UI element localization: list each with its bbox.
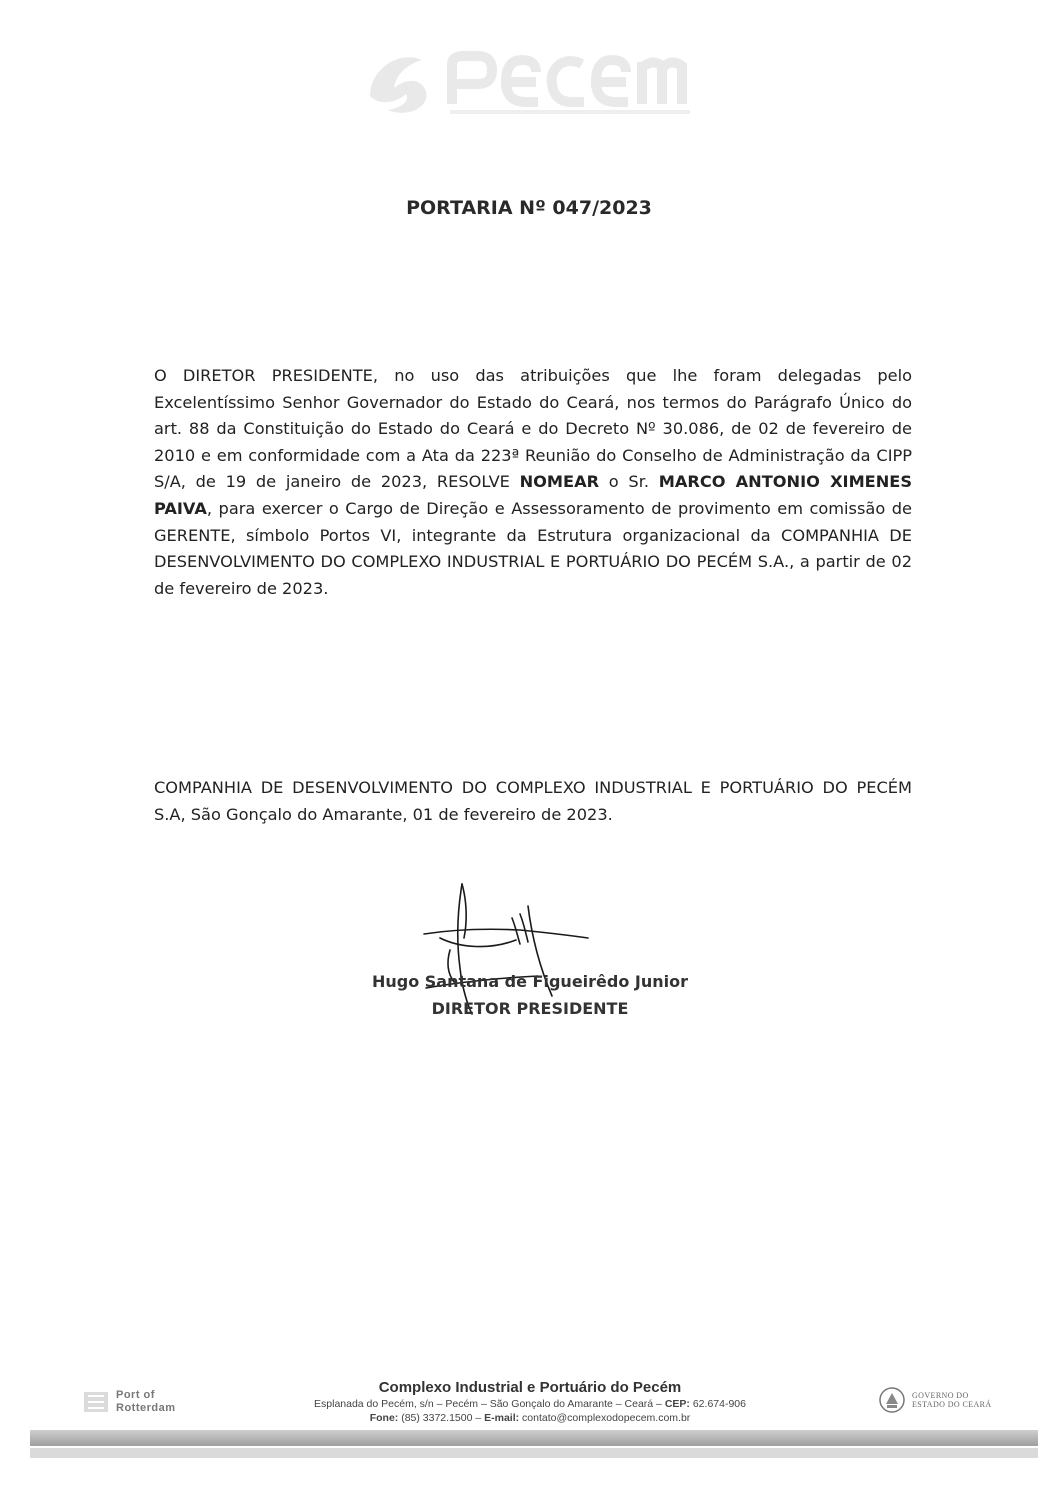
gov-line1: GOVERNO DO — [912, 1391, 969, 1400]
closing-paragraph: COMPANHIA DE DESENVOLVIMENTO DO COMPLEXO INDUSTRIAL E PORTUÁRIO DO PECÉM S.A, São Gonçalo do Amarante, 01 de fevereiro de 2023. — [154, 778, 912, 824]
port-of-rotterdam-logo — [82, 1384, 202, 1420]
footer-info — [250, 1378, 810, 1425]
footer-email: contato@complexodopecem.com.br — [522, 1412, 691, 1424]
pecem-logo-watermark — [360, 38, 710, 118]
rotterdam-line2: Rotterdam — [116, 1402, 176, 1414]
rotterdam-line1: Port of — [116, 1389, 155, 1401]
footer-cep: 62.674-906 — [692, 1398, 746, 1410]
appointee-name: MARCO ANTONIO XIMENES PAIVA — [154, 472, 912, 518]
signer-name: Hugo Santana de Figueirêdo Junior — [371, 972, 689, 991]
footer-bar-light — [30, 1448, 1038, 1458]
footer-address-line — [250, 1397, 810, 1411]
handwritten-signature — [420, 878, 590, 1018]
pecem-logo-icon — [360, 38, 710, 118]
body-paragraph — [154, 363, 912, 602]
footer-cep-label: CEP: — [664, 1398, 690, 1410]
footer-phone-label: Fone: — [369, 1412, 399, 1424]
rotterdam-mark-icon — [82, 1388, 110, 1416]
footer-bar — [30, 1430, 1038, 1446]
document-title: PORTARIA Nº 047/2023 — [406, 197, 652, 219]
footer-contact-line — [250, 1411, 810, 1425]
gov-line2: ESTADO DO CEARÁ — [912, 1400, 992, 1409]
body-text-part3: , para exercer o Cargo de Direção e Assessoramento de provimento em comissão de GERENTE, símbolo Portos VI, integrante da Estrutura organizacional da COMPANHIA DE DESENVOLVIMENTO DO COMPLEXO INDUSTRIAL E PORTUÁRIO DO PECÉM S.A., a partir de 02 de fevereiro de 2023. — [154, 498, 912, 598]
governo-ceara-logo — [878, 1382, 1008, 1418]
footer-email-label: E-mail: — [484, 1412, 520, 1424]
footer-phone: (85) 3372.1500 – — [401, 1412, 482, 1424]
footer-address: Esplanada do Pecém, s/n – Pecém – São Gonçalo do Amarante – Ceará – — [314, 1398, 662, 1410]
body-text-part2: o Sr. — [599, 472, 659, 492]
state-seal-icon — [878, 1386, 906, 1414]
nomear-keyword: NOMEAR — [519, 472, 600, 492]
footer-title: Complexo Industrial e Portuário do Pecém — [378, 1379, 682, 1396]
signer-role: DIRETOR PRESIDENTE — [431, 999, 629, 1018]
body-text-part1: O DIRETOR PRESIDENTE, no uso das atribuições que lhe foram delegadas pelo Excelentíssimo Senhor Governador do Estado do Ceará, nos termos do Parágrafo Único do art. 88 da Constituição do Estado do Ceará e do Decreto Nº 30.086, de 02 de fevereiro de 2010 e em conformidade com a Ata da 223ª Reunião do Conselho de Administração da CIPP S/A, de 19 de janeiro de 2023, RESOLVE — [154, 366, 912, 492]
